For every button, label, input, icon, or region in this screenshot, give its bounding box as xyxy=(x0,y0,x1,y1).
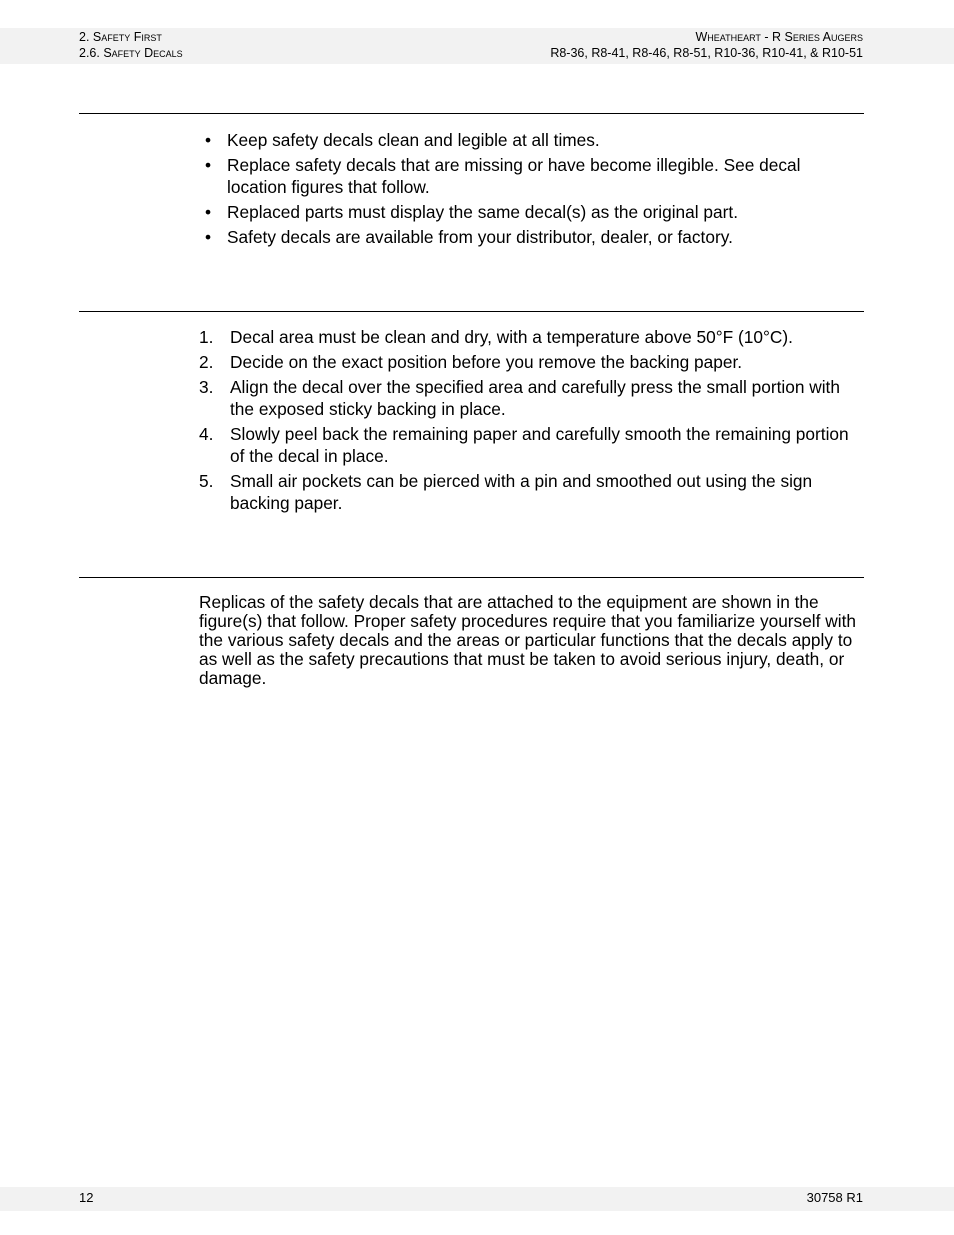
bullet-marker: • xyxy=(205,155,212,175)
step-number: 3. xyxy=(199,377,214,397)
list-item-text: Safety decals are available from your distributor, dealer, or factory. xyxy=(227,227,733,247)
list-item-text: Replace safety decals that are missing or have become illegible. See decal location figures that follow. xyxy=(227,155,801,197)
list-item xyxy=(199,351,864,373)
decal-install-steps xyxy=(199,326,864,517)
list-item xyxy=(199,423,864,467)
list-item xyxy=(199,376,864,420)
section-divider xyxy=(79,113,864,114)
list-item xyxy=(199,129,864,151)
section-divider xyxy=(79,311,864,312)
header-chapter: 2. Safety First xyxy=(79,30,162,44)
step-text: Decal area must be clean and dry, with a temperature above 50°F (10°C). xyxy=(230,327,793,347)
section-divider xyxy=(79,577,864,578)
document-code: 30758 R1 xyxy=(806,1190,863,1205)
list-item-text: Replaced parts must display the same decal(s) as the original part. xyxy=(227,202,739,222)
step-text: Small air pockets can be pierced with a pin and smoothed out using the sign backing paper. xyxy=(230,471,813,513)
step-text: Decide on the exact position before you remove the backing paper. xyxy=(230,352,743,372)
step-text: Align the decal over the specified area and carefully press the small portion with the exposed sticky backing in place. xyxy=(230,377,840,419)
list-item xyxy=(199,326,864,348)
decal-replicas-paragraph: Replicas of the safety decals that are attached to the equipment are shown in the figure(s) that follow. Proper safety procedures require that you familiarize yourself with the various safety decals and the areas or particular functions that the decals apply to as well as the safety precautions that must be taken to avoid serious injury, death, or damage. xyxy=(199,592,856,688)
bullet-marker: • xyxy=(205,227,212,247)
step-number: 4. xyxy=(199,424,214,444)
list-item xyxy=(199,154,864,198)
list-item xyxy=(199,201,864,223)
header-product: Wheatheart - R Series Augers xyxy=(695,30,863,44)
header-models: R8-36, R8-41, R8-46, R8-51, R10-36, R10-41, & R10-51 xyxy=(550,46,863,60)
header-section: 2.6. Safety Decals xyxy=(79,46,183,60)
bullet-marker: • xyxy=(205,130,212,150)
step-number: 5. xyxy=(199,471,214,491)
decal-care-list xyxy=(199,129,864,251)
bullet-marker: • xyxy=(205,202,212,222)
step-text: Slowly peel back the remaining paper and carefully smooth the remaining portion of the decal in place. xyxy=(230,424,849,466)
list-item xyxy=(199,226,864,248)
page-number: 12 xyxy=(79,1190,94,1205)
step-number: 2. xyxy=(199,352,214,372)
list-item-text: Keep safety decals clean and legible at all times. xyxy=(227,130,600,150)
list-item xyxy=(199,470,864,514)
step-number: 1. xyxy=(199,327,214,347)
